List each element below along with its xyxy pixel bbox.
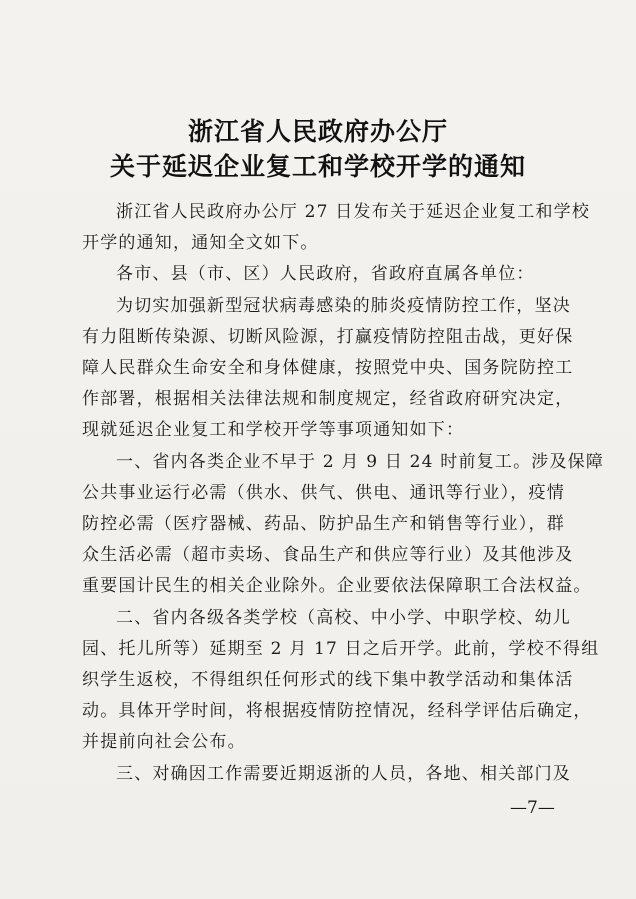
document-title-line-1: 浙江省人民政府办公厅 <box>187 117 448 146</box>
body-line-5: 有力阻断传染源、切断风险源，打赢疫情防控阻击战，更好保 <box>82 327 574 347</box>
body-line-7: 作部署，根据相关法律法规和制度规定，经省政府研究决定， <box>82 389 574 409</box>
item-1-line-1: 一、省内各类企业不早于 2 月 9 日 24 时前复工。涉及保障 <box>116 452 605 472</box>
item-2-line-4: 动。具体开学时间，将根据疫情防控情况，经科学评估后确定， <box>82 701 592 721</box>
item-1-line-5: 重要国计民生的相关企业除外。企业要依法保障职工合法权益。 <box>82 576 592 596</box>
item-2-line-3: 织学生返校，不得组织任何形式的线下集中教学活动和集体活 <box>82 670 574 690</box>
body-line-1: 浙江省人民政府办公厅 27 日发布关于延迟企业复工和学校 <box>116 202 591 222</box>
item-1-line-3: 防控必需（医疗器械、药品、防护品生产和销售等行业），群 <box>82 514 565 534</box>
item-2-line-2: 园、托儿所等）延期至 2 月 17 日之后开学。此前，学校不得组 <box>82 639 600 659</box>
body-line-8: 现就延迟企业复工和学校开学等事项通知如下： <box>82 420 465 440</box>
body-line-6: 障人民群众生命安全和身体健康，按照党中央、国务院防控工 <box>82 358 574 378</box>
document-title-line-2: 关于延迟企业复工和学校开学的通知 <box>109 152 526 181</box>
item-3-line-1: 三、对确因工作需要近期返浙的人员，各地、相关部门及 <box>116 764 571 784</box>
body-line-2: 开学的通知，通知全文如下。 <box>82 233 319 253</box>
item-1-line-4: 众生活必需（超市卖场、食品生产和供应等行业）及其他涉及 <box>82 545 574 565</box>
item-1-line-2: 公共事业运行必需（供水、供气、供电、通讯等行业），疫情 <box>82 483 565 503</box>
body-line-4: 为切实加强新型冠状病毒感染的肺炎疫情防控工作，坚决 <box>116 296 571 316</box>
item-2-line-1: 二、省内各级各类学校（高校、中小学、中职学校、幼儿 <box>116 608 571 628</box>
item-2-line-5: 并提前向社会公布。 <box>82 732 246 752</box>
page-number: —7— <box>510 798 555 818</box>
salutation-line: 各市、县（市、区）人民政府，省政府直属各单位： <box>116 264 535 284</box>
